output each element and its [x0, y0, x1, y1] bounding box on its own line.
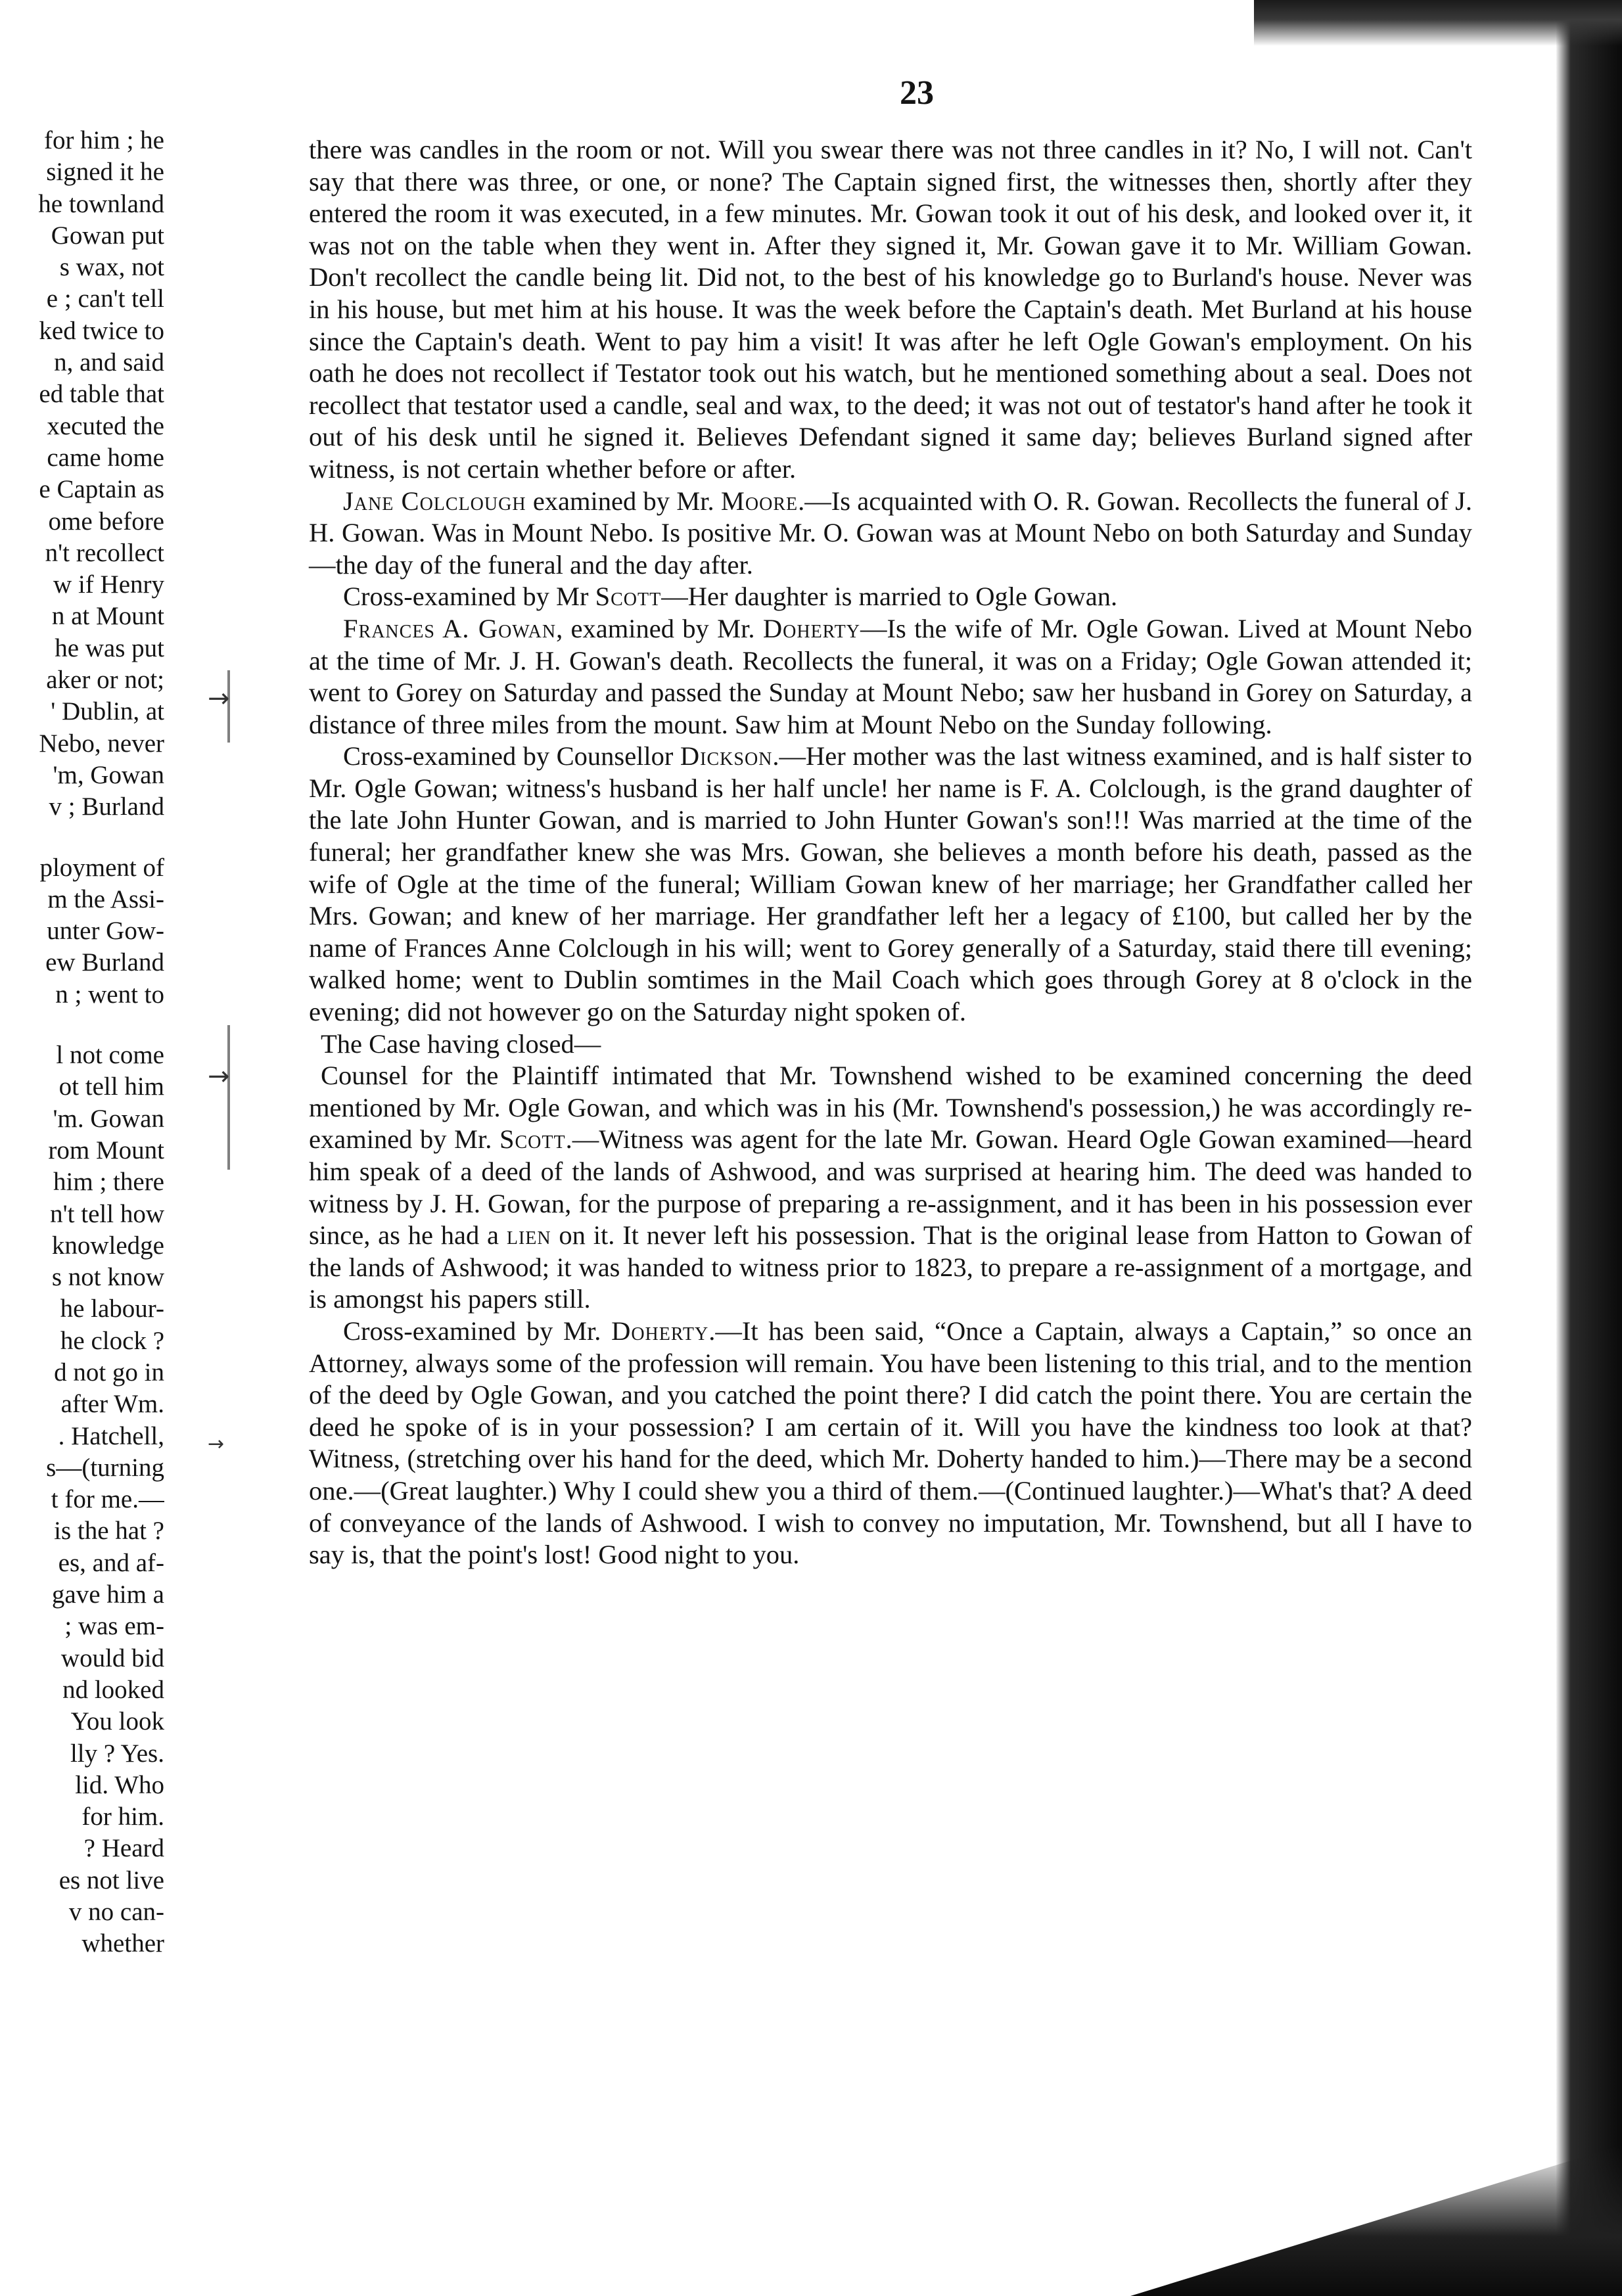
left-column-line: Nebo, never [39, 729, 164, 758]
left-column-line: n, and said [54, 348, 164, 377]
small-caps-name: Dickson [680, 741, 773, 771]
text-run: —Her daughter is married to Ogle Gowan. [661, 582, 1118, 612]
left-column-line: lid. Who [75, 1770, 164, 1799]
left-column-line: whether [81, 1929, 164, 1958]
text-run: Counsel for the Plaintiff intimated that Mr. Townshend wished to be examined concerning the deed mentioned by Mr. Ogle Gowan, and which was in his (Mr. Townshend's possession,) he was accordingly re-examined by Mr. [309, 1061, 1472, 1155]
left-column-gap [0, 823, 164, 852]
left-column-line: knowledge [51, 1231, 164, 1260]
para-candles [309, 134, 1472, 486]
small-caps-name: Doherty [611, 1316, 709, 1346]
text-run: there was candles in the room or not. Will you swear there was not three candles in it? No, I will not. Can't say that there was three, or one, or none? The Captain signed first, the witnesses then, shortly after they entered the room it was executed, in a few minutes. Mr. Gowan took it out of his desk, and looked over it, it was not on the table when they went in. After they signed it, Mr. Gowan gave it to Mr. William Gowan. Don't recollect the candle being lit. Did not, to the best of his knowledge go to Burland's house. Never was in his house, but met him at his house. It was the week before the Captain's death. Met Burland at his house since the Captain's death. Went to pay him a visit! It was after he left Ogle Gowan's employment. On his oath he does not recollect if Testator took out his watch, but he mentioned something about a seal. Does not recollect that testator used a candle, seal and wax, to the deed; it was not out of testator's hand after he took it out of his desk until he signed it. Believes Defendant signed it same day; believes Burland signed after witness, is not certain whether before or after. [309, 135, 1472, 484]
left-page-cutoff-column [0, 125, 164, 2031]
left-column-line: s not know [51, 1263, 164, 1292]
left-column-line: ew Burland [45, 948, 164, 977]
left-column-line: m the Assi- [47, 884, 164, 913]
left-column-line: gave him a [51, 1580, 164, 1609]
left-column-line: lly ? Yes. [70, 1739, 164, 1768]
para-frances-gowan [309, 613, 1472, 741]
left-column-line: ed table that [39, 380, 164, 409]
small-caps-name: Frances A. Gowan [343, 613, 557, 643]
left-column-line: n't tell how [50, 1199, 164, 1228]
spine-mark-2 [227, 1025, 230, 1170]
page-number: 23 [900, 74, 934, 112]
left-column-line: v ; Burland [49, 792, 164, 821]
left-column-line: t for me.— [51, 1485, 164, 1514]
left-column-line: came home [47, 443, 164, 472]
text-run: examined by Mr. [526, 486, 721, 516]
left-column-line: nd looked [62, 1675, 164, 1704]
left-column-line: 'm. Gowan [53, 1104, 164, 1133]
para-cross-scott [309, 581, 1472, 613]
text-run: on it. It never left his possession. That is the original lease from Hatton to Gowan of the lands of Ashwood; it was handed to witness prior to 1823, to prepare a re-assignment of a mortgage, and is amongst his papers still. [309, 1220, 1472, 1314]
main-text-column [309, 134, 1472, 1571]
left-column-line: him ; there [53, 1168, 164, 1197]
text-run: , examined by Mr. [556, 613, 763, 643]
text-run: .—It has been said, “Once a Captain, always a Captain,” so once an Attorney, always some of the profession will remain. You have been listening to this trial, and to the mention of the deed by Ogle Gowan, and you catched the point there? I did catch the point there. You are certain the deed he spoke of is in your possession? I am certain of it. Will you have the kindness too look at that? Witness, (stretching over his hand for the deed, which Mr. Doherty handed to him.)—There may be a second one.—(Great laughter.) Why I could shew you a third of them.—(Continued laughter.)—What's that? A deed of conveyance of the lands of Ashwood. I wish to convey no imputation, Mr. Townshend, but all I have to say is, that the point's lost! Good night to you. [309, 1316, 1472, 1570]
scan-border-right [1556, 0, 1622, 2296]
left-column-line: ; was em- [64, 1612, 164, 1641]
left-column-line: is the hat ? [54, 1517, 164, 1546]
left-column-line: after Wm. [60, 1390, 164, 1419]
spine-arrow-3: → [208, 1433, 225, 1456]
left-column-line: n ; went to [55, 980, 164, 1009]
left-column-line: n't recollect [45, 538, 164, 567]
left-column-line: . Hatchell, [58, 1421, 164, 1450]
left-column-line: ked twice to [39, 316, 164, 345]
small-caps-name: Jane Colclough [343, 486, 526, 516]
left-column-line: he labour- [60, 1295, 164, 1323]
scan-border-bottom [1130, 2145, 1622, 2296]
left-column-line: ? Heard [83, 1834, 164, 1863]
small-caps-name: Scott [595, 582, 662, 612]
left-column-line: l not come [56, 1041, 164, 1070]
left-column-line: es, and af- [58, 1548, 164, 1577]
spine-arrow-1: → [208, 683, 230, 714]
small-caps-name: Doherty [762, 613, 860, 643]
left-column-line: s wax, not [59, 253, 164, 282]
scan-border-top [1254, 0, 1622, 46]
text-run: Cross-examined by Mr [343, 582, 595, 612]
left-column-line: ot tell him [58, 1072, 164, 1101]
left-column-line: s—(turning [46, 1453, 164, 1482]
left-column-line: unter Gow- [47, 917, 164, 946]
left-column-line: he townland [38, 189, 164, 218]
left-column-line: w if Henry [53, 570, 164, 599]
para-jane-colclough [309, 486, 1472, 582]
para-case-closed [309, 1028, 1472, 1061]
text-run: Cross-examined by Counsellor [343, 741, 680, 771]
small-caps-name: Moore [720, 486, 799, 516]
left-column-gap [0, 1011, 164, 1040]
left-column-line: for him. [81, 1802, 164, 1831]
text-run: .—Is acquainted with O. R. Gowan. Recollects the funeral of J. H. Gowan. Was in Mount Nebo. Is positive Mr. O. Gowan was at Mount Nebo on both Saturday and Sunday—the day of the funeral and the day after. [309, 486, 1472, 580]
left-column-line: e ; can't tell [46, 285, 164, 313]
left-column-line: he clock ? [60, 1326, 164, 1355]
para-cross-doherty [309, 1316, 1472, 1571]
left-column-line: n at Mount [51, 602, 164, 631]
left-column-line: signed it he [46, 158, 164, 187]
text-run: Cross-examined by Mr. [343, 1316, 612, 1346]
left-column-line: ployment of [39, 853, 164, 882]
left-column-line: d not go in [54, 1358, 164, 1387]
para-cross-dickson [309, 741, 1472, 1028]
left-column-line: 'm, Gowan [53, 760, 164, 789]
left-column-line: es not live [58, 1866, 164, 1894]
left-column-line: You look [70, 1707, 164, 1736]
left-column-line: he was put [55, 633, 164, 662]
left-column-line: aker or not; [46, 666, 164, 695]
left-column-line: would bid [60, 1643, 164, 1672]
left-column-line: Gowan put [51, 221, 164, 250]
spine-arrow-2: → [208, 1061, 230, 1091]
small-caps-name: Scott [499, 1124, 566, 1155]
text-run: .—Witness was agent for the late Mr. Gowan. Heard Ogle Gowan examined—heard him speak of a deed of the lands of Ashwood, and was surprised at hearing him. The deed was handed to witness by J. H. Gowan, for the purpose of preparing a re-assignment, and it has been in his possession ever since, as he had a [309, 1124, 1472, 1251]
left-column-line: v no can- [68, 1898, 164, 1927]
left-column-line: e Captain as [39, 475, 164, 504]
left-column-line: xecuted the [47, 411, 164, 440]
left-column-line: ' Dublin, at [51, 697, 164, 726]
para-counsel-townshend [309, 1060, 1472, 1316]
small-caps-name: lien [506, 1220, 551, 1251]
left-column-line: ome before [48, 507, 164, 536]
text-run: The Case having closed— [321, 1028, 601, 1059]
text-run: .—Her mother was the last witness examined, and is half sister to Mr. Ogle Gowan; witness's husband is her half uncle! her name is F. A. Colclough, is the grand daughter of the late John Hunter Gowan, and is married to John Hunter Gowan's son!!! Was married at the time of the funeral; her grandfather knew she was Mrs. Gowan, she believes a month before his death, passed as the wife of Ogle at the time of the funeral; William Gowan knew of her marriage; her Grandfather called her Mrs. Gowan; and knew of her marriage. Her grandfather left her a legacy of £100, but called her by the name of Frances Anne Colclough in his will; went to Gorey generally of a Saturday, staid there till evening; walked home; went to Dublin somtimes in the Mail Coach which goes through Gorey at 8 o'clock in the evening; did not however go on the Saturday night spoken of. [309, 741, 1473, 1027]
text-run: —Is the wife of Mr. Ogle Gowan. Lived at Mount Nebo at the time of Mr. J. H. Gowan's death. Recollects the funeral, it was on a Friday; Ogle Gowan attended it; went to Gorey on Saturday and passed the Sunday at Mount Nebo; saw her husband in Gorey on Saturday, a distance of three miles from the mount. Saw him at Mount Nebo on the Sunday following. [309, 613, 1472, 739]
left-column-line: rom Mount [48, 1136, 164, 1164]
left-column-line: for him ; he [43, 126, 164, 154]
